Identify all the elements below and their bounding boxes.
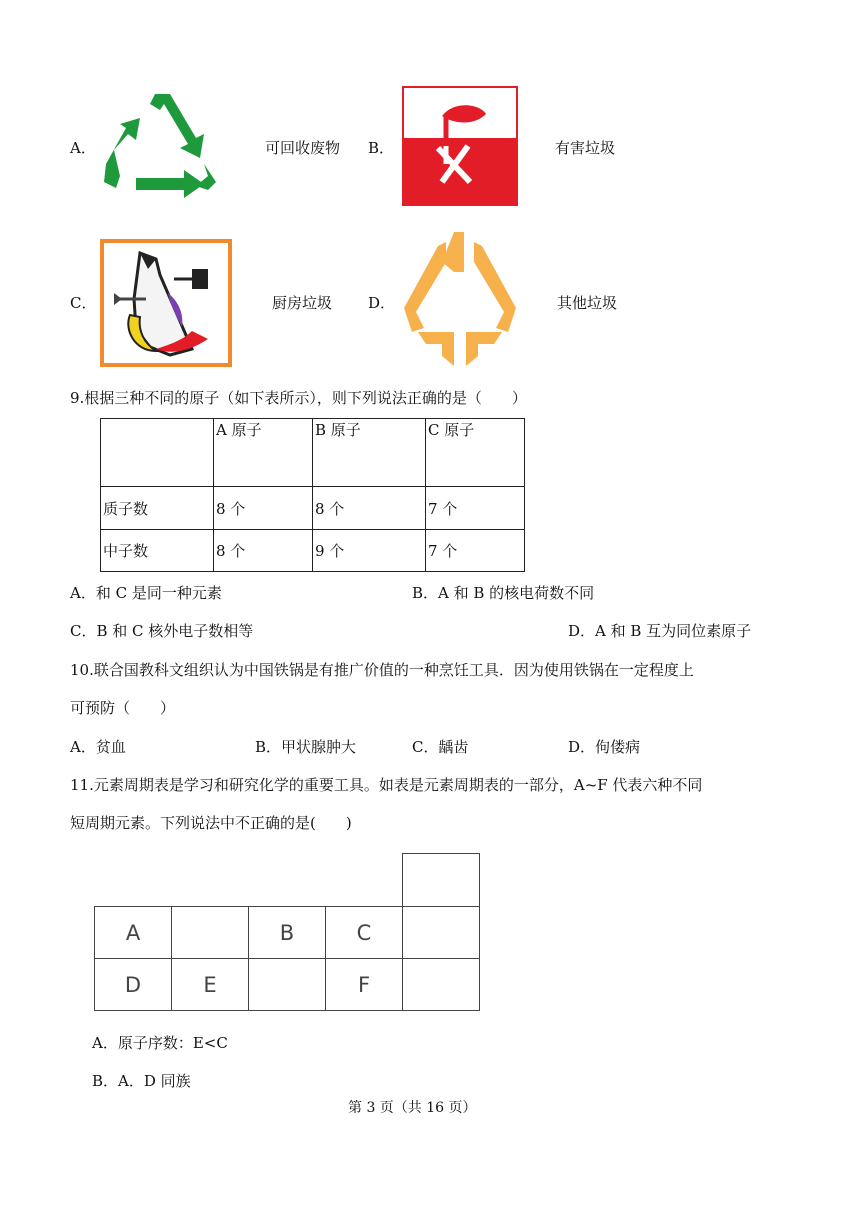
table-cell	[402, 853, 480, 907]
recycle-icon	[100, 90, 222, 200]
table-cell: A	[94, 906, 172, 959]
other-waste-icon	[402, 232, 518, 366]
table-cell: 8 个	[214, 530, 313, 572]
option-letter: B．	[368, 139, 395, 157]
q9-option-c: C．B 和 C 核外电子数相等	[70, 622, 254, 640]
table-header-cell: A 原子	[214, 419, 313, 487]
page-footer: 第 3 页（共 16 页）	[348, 1100, 477, 1116]
hazardous-waste-icon	[402, 86, 518, 206]
table-cell	[171, 906, 249, 959]
option-label: 可回收废物	[265, 139, 341, 157]
q9-stem: 9.根据三种不同的原子（如下表所示），则下列说法正确的是（ ）	[70, 389, 527, 407]
q10-option-b: B．甲状腺肿大	[255, 738, 357, 756]
option-label: 其他垃圾	[557, 294, 618, 312]
q11-option-b: B．A．D 同族	[92, 1072, 191, 1090]
atom-table	[100, 418, 525, 572]
q11-option-a: A．原子序数：E<C	[92, 1034, 228, 1052]
table-cell	[402, 906, 480, 959]
periodic-table-fragment	[94, 853, 482, 1013]
option-label: 有害垃圾	[555, 139, 616, 157]
q9-option-d: D．A 和 B 互为同位素原子	[568, 622, 752, 640]
table-row	[101, 530, 525, 572]
table-cell: E	[171, 958, 249, 1011]
q10-option-c: C．龋齿	[412, 738, 469, 756]
table-cell: 7 个	[426, 530, 525, 572]
kitchen-waste-icon	[100, 239, 232, 367]
table-row	[101, 487, 525, 530]
option-letter: A．	[70, 139, 96, 157]
q11-stem-line2: 短周期元素。下列说法中不正确的是( )	[70, 814, 352, 832]
table-cell: 7 个	[426, 487, 525, 530]
table-cell: 8 个	[313, 487, 426, 530]
option-letter: C．	[70, 294, 97, 312]
q10-option-d: D．佝偻病	[568, 738, 641, 756]
option-letter: D．	[368, 294, 396, 312]
table-cell	[248, 958, 326, 1011]
q10-option-a: A．贫血	[70, 738, 126, 756]
table-cell: 中子数	[101, 530, 214, 572]
table-header-cell	[101, 419, 214, 487]
table-cell: C	[325, 906, 403, 959]
q9-option-a: A．和 C 是同一种元素	[70, 584, 222, 602]
table-cell: D	[94, 958, 172, 1011]
q9-option-b: B．A 和 B 的核电荷数不同	[412, 584, 595, 602]
q10-stem-line2: 可预防（ ）	[70, 699, 176, 717]
table-row	[101, 419, 525, 487]
table-header-cell: B 原子	[313, 419, 426, 487]
table-cell: 质子数	[101, 487, 214, 530]
q10-stem-line1: 10.联合国教科文组织认为中国铁锅是有推广价值的一种烹饪工具．因为使用铁锅在一定程度上	[70, 661, 694, 679]
table-header-cell: C 原子	[426, 419, 525, 487]
table-cell	[402, 958, 480, 1011]
table-cell: B	[248, 906, 326, 959]
table-cell: F	[325, 958, 403, 1011]
option-label: 厨房垃圾	[272, 294, 333, 312]
q11-stem-line1: 11.元素周期表是学习和研究化学的重要工具。如表是元素周期表的一部分，A~F 代表六种不同	[70, 776, 703, 794]
table-cell: 8 个	[214, 487, 313, 530]
table-cell: 9 个	[313, 530, 426, 572]
